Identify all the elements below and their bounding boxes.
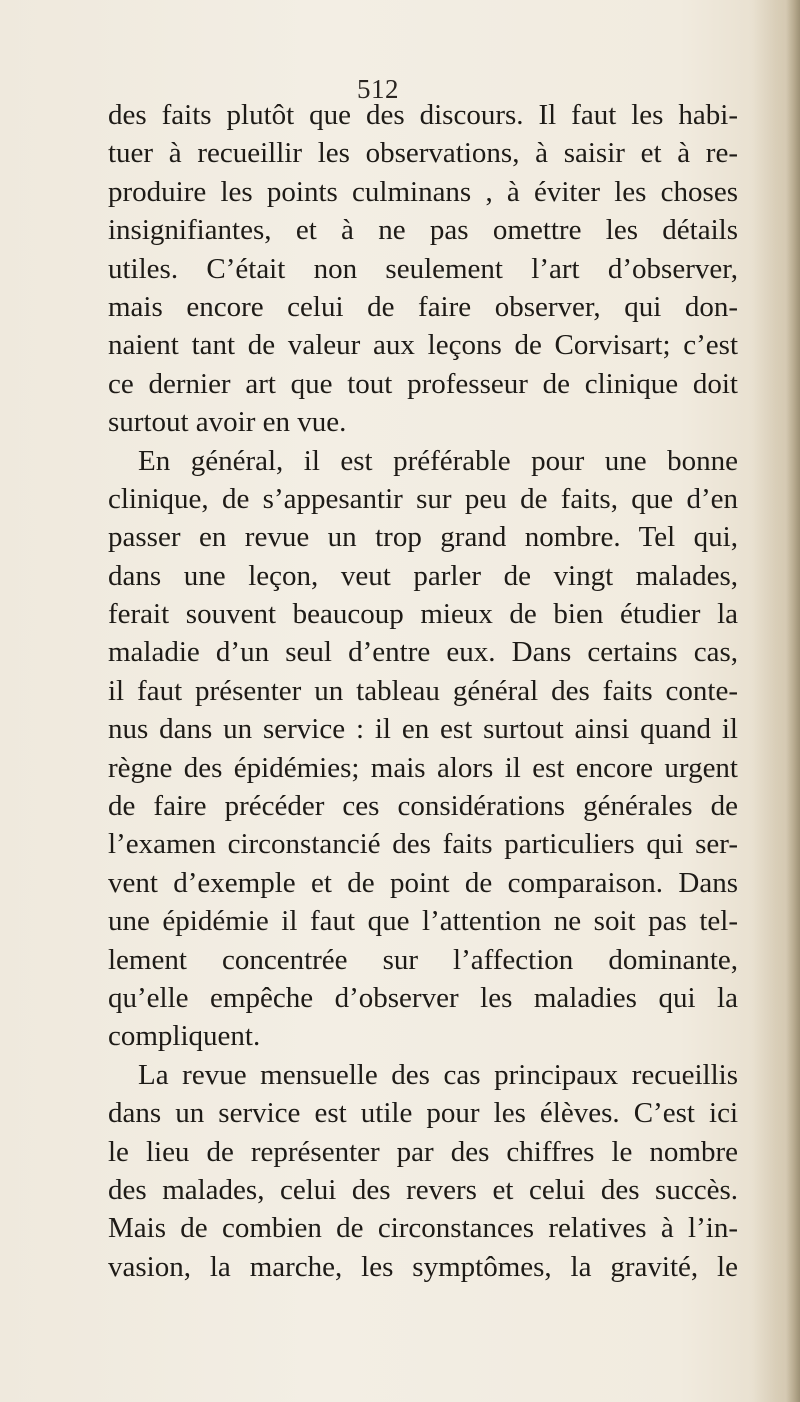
text-line: vent d’exemple et de point de comparaison. Dans	[108, 866, 738, 899]
text-line: Mais de combien de circonstances relatives à l’in-	[108, 1212, 738, 1245]
text-line: dans un service est utile pour les élèves. C’est ici	[108, 1097, 738, 1130]
text-line: des malades, celui des revers et celui des succès.	[108, 1173, 738, 1206]
text-line: des faits plutôt que des discours. Il faut les habi-	[108, 99, 738, 131]
text-line: En général, il est préférable pour une bonne	[138, 444, 738, 477]
text-line: surtout avoir en vue.	[108, 406, 347, 439]
text-line: La revue mensuelle des cas principaux recueillis	[138, 1058, 738, 1091]
text-line: l’examen circonstancié des faits particuliers qui ser-	[108, 828, 738, 861]
page-edge-shadow	[786, 0, 800, 1402]
text-line: insignifiantes, et à ne pas omettre les détails	[108, 214, 738, 247]
text-line: naient tant de valeur aux leçons de Corvisart; c’est	[108, 329, 738, 362]
text-line: le lieu de représenter par des chiffres le nombre	[108, 1135, 738, 1168]
page-number: 512	[357, 74, 399, 104]
text-line: clinique, de s’appesantir sur peu de faits, que d’en	[108, 482, 738, 515]
text-line: lement concentrée sur l’affection dominante,	[108, 943, 738, 976]
text-line: ferait souvent beaucoup mieux de bien étudier la	[108, 598, 738, 631]
text-line: maladie d’un seul d’entre eux. Dans certains cas,	[108, 636, 738, 669]
text-line: qu’elle empêche d’observer les maladies qui la	[108, 981, 738, 1014]
text-line: nus dans un service : il en est surtout ainsi quand il	[108, 713, 738, 746]
text-line: ce dernier art que tout professeur de clinique doit	[108, 367, 738, 400]
text-line: règne des épidémies; mais alors il est encore urgent	[108, 751, 738, 784]
text-line: une épidémie il faut que l’attention ne soit pas tel-	[108, 905, 738, 938]
text-line: compliquent.	[108, 1020, 261, 1053]
text-line: dans une leçon, veut parler de vingt malades,	[108, 559, 738, 592]
text-line: utiles. C’était non seulement l’art d’observer,	[108, 252, 738, 285]
text-line: tuer à recueillir les observations, à saisir et à re-	[108, 137, 738, 170]
text-line: il faut présenter un tableau général des faits conte-	[108, 674, 738, 707]
text-line: mais encore celui de faire observer, qui don-	[108, 290, 738, 323]
text-line: produire les points culminans , à éviter les choses	[108, 175, 738, 208]
text-line: vasion, la marche, les symptômes, la gravité, le	[108, 1250, 738, 1283]
text-line: de faire précéder ces considérations générales de	[108, 790, 738, 823]
body-text	[108, 96, 738, 1286]
text-line: passer en revue un trop grand nombre. Tel qui,	[108, 521, 738, 554]
